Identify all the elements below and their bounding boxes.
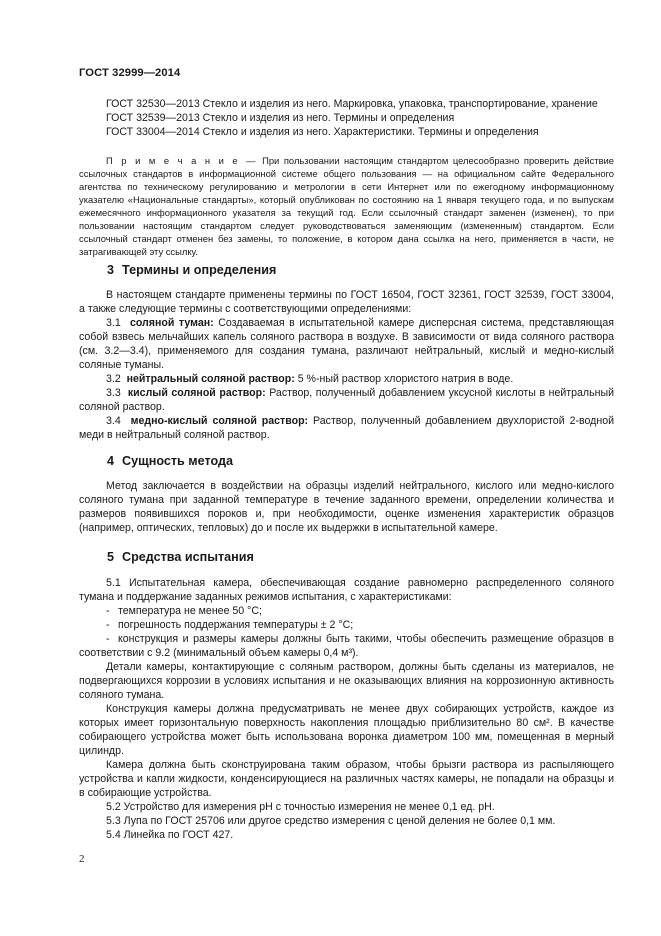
item-5-1: 5.1 Испытательная камера, обеспечивающая создание равномерно распределенного соляного тумана и поддержание заданных режимов испытания, с характеристиками: <box>79 577 614 603</box>
document-header-title: ГОСТ 32999—2014 <box>79 67 181 79</box>
reference-gost-32530: ГОСТ 32530—2013 Стекло и изделия из него. Маркировка, упаковка, транспортирование, хранение <box>106 98 598 110</box>
list-item: - погрешность поддержания температуры ± 2 °С; <box>106 619 354 631</box>
reference-gost-33004: ГОСТ 33004—2014 Стекло и изделия из него. Характеристики. Термины и определения <box>106 126 539 138</box>
note-text: При пользовании настоящим стандартом целесообразно проверить действие ссылочных стандартов в информационной системе общего пользования — на официальном сайте Федерального агентства по техническому регулированию и метрологии в сети Интернет или по ежегодному информационному указателю «Национальные стандарты», который опубликован по состоянию на 1 января текущего года, и по выпускам ежемесячного информационного указателя за текущий год. Если ссылочный стандарт заменен (изменен), то при пользовании настоящим стандартом следует руководствоваться заменяющим (измененным) стандартом. Если ссылочный стандарт отменен без замены, то положение, в котором дана ссылка на него, применяется в части, не затрагивающей эту ссылку. <box>79 155 615 257</box>
section-3-heading: 3 Термины и определения <box>107 263 277 277</box>
reference-gost-32539: ГОСТ 32539—2013 Стекло и изделия из него. Термины и определения <box>106 112 455 124</box>
item-5-3: 5.3 Лупа по ГОСТ 25706 или другое средство измерения с ценой деления не более 0,1 мм. <box>106 815 556 827</box>
section-5-heading: 5 Средства испытания <box>107 550 254 564</box>
section-4-heading: 4 Сущность метода <box>107 454 233 468</box>
term-3-2: 3.2 нейтральный соляной раствор: 5 %-ный раствор хлористого натрия в воде. <box>106 373 514 385</box>
term-3-4: 3.4 медно-кислый соляной раствор: Раствор, полученный добавлением двухлористой 2-водной меди в нейтральный соляной раствор. <box>79 415 614 441</box>
section-4-text: Метод заключается в воздействии на образцы изделий нейтрального, кислого или медно-кислого соляного тумана при заданной температуре в течение заданного времени, определении количества и размеров появившихся пороков и, при необходимости, оценке изменения характеристик образцов (например, оптических, тепловых) до и после их выдержки в испытательной камере. <box>79 480 614 534</box>
paragraph-chamber-design: Конструкция камеры должна предусматривать не менее двух собирающих устройств, каждое из которых имеет горизонтальную поверхность накопления площадью приблизительно 80 см². В качестве собирающего устройства может быть использована воронка диаметром 100 мм, помещенная в мерный цилиндр. <box>79 703 614 757</box>
section-5-body <box>79 576 614 842</box>
note-label: П р и м е ч а н и е — <box>106 155 258 166</box>
list-item: - конструкция и размеры камеры должны быть такими, чтобы обеспечить размещение образцов в соответствии с 9.2 (минимальный объем камеры 0,4 м³). <box>79 633 614 659</box>
paragraph-chamber-construction: Камера должна быть сконструирована таким образом, чтобы брызги раствора из распыляющего устройства и капли жидкости, конденсирующиеся на различных частях камеры, не попадали на образцы и в собирающие устройства. <box>79 759 614 799</box>
item-5-2: 5.2 Устройство для измерения pH с точностью измерения не менее 0,1 ед. pH. <box>106 801 495 813</box>
section-4-body <box>79 479 614 535</box>
note-block <box>79 154 614 258</box>
section-3-intro: В настоящем стандарте применены термины по ГОСТ 16504, ГОСТ 32361, ГОСТ 32539, ГОСТ 33004, а также следующие термины с соответствующими определениями: <box>79 289 614 315</box>
page-number: 2 <box>79 853 85 865</box>
term-3-1: 3.1 соляной туман: Создаваемая в испытательной камере дисперсная система, представляющая собой взвесь мельчайших капель соляного раствора в воздухе. В зависимости от вида соляного раствора (см. 3.2—3.4), применяемого для создания тумана, различают нейтральный, кислый и медно-кислый соляные туманы. <box>79 317 615 371</box>
list-item: - температура не менее 50 °С; <box>106 605 262 617</box>
term-3-3: 3.3 кислый соляной раствор: Раствор, полученный добавлением уксусной кислоты в нейтральный соляной раствор. <box>79 387 615 413</box>
item-5-4: 5.4 Линейка по ГОСТ 427. <box>106 829 234 841</box>
references-list <box>79 97 614 139</box>
section-3-body <box>79 288 614 442</box>
paragraph-chamber-parts: Детали камеры, контактирующие с соляным раствором, должны быть сделаны из материалов, не подвергающихся коррозии в условиях испытания и не оказывающих влияния на коррозионную активность соляного тумана. <box>79 661 614 701</box>
